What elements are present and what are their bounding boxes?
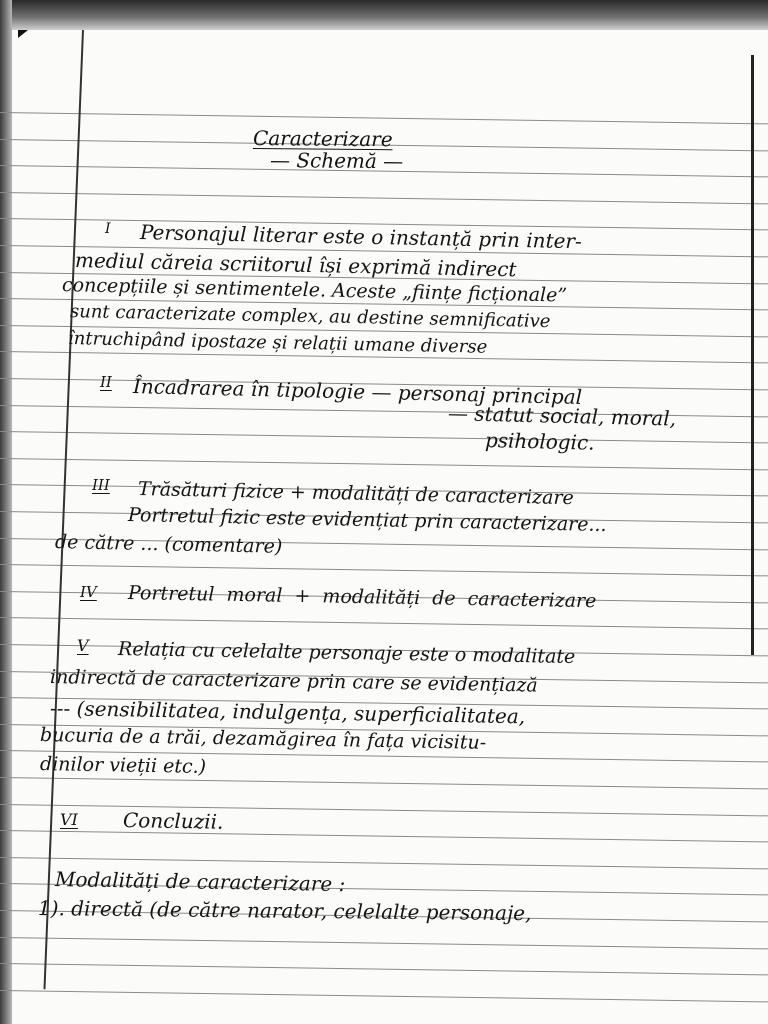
section-v-line-5: dinilor vieții etc.) bbox=[39, 753, 207, 778]
ruled-line bbox=[0, 990, 768, 1003]
ruled-line bbox=[0, 192, 768, 205]
methods-heading: Modalități de caracterizare : bbox=[54, 867, 346, 897]
methods-item-1: 1). directă (de către narator, celelalte personaje, bbox=[37, 896, 532, 926]
ruled-line bbox=[0, 112, 768, 125]
ruled-line bbox=[0, 963, 768, 976]
section-v-line-3: --- (sensibilitatea, indulgența, superficialitatea, bbox=[49, 696, 526, 729]
section-v-line-1: Relația cu celelalte personaje este o modalitate bbox=[117, 638, 576, 668]
section-iv-line-1: Portretul moral + modalități de caracterizare bbox=[127, 582, 597, 613]
section-iii-line-1: Trăsături fizice + modalități de caracterizare bbox=[137, 478, 575, 510]
section-ii-line-1: Încadrarea în tipologie — personaj principal bbox=[132, 374, 583, 409]
section-vi-line-1: Concluzii. bbox=[122, 808, 224, 834]
ruled-line bbox=[0, 777, 768, 790]
section-i-line-2: mediul căreia scriitorul își exprimă indirect bbox=[74, 248, 517, 282]
margin-line bbox=[43, 30, 84, 989]
section-v-numeral: V bbox=[77, 636, 89, 655]
section-i-line-3: concepțiile și sentimentele. Aceste „ființe ficționale” bbox=[61, 274, 568, 307]
ruled-line bbox=[0, 431, 768, 444]
ruled-line bbox=[0, 830, 768, 843]
ruled-line bbox=[0, 804, 768, 817]
ruled-line bbox=[0, 564, 768, 577]
section-vi-numeral: VI bbox=[60, 810, 78, 829]
section-iv-numeral: IV bbox=[80, 583, 97, 601]
page-right-edge bbox=[751, 55, 754, 655]
page-top-shadow bbox=[0, 0, 768, 30]
ruled-line bbox=[0, 617, 768, 630]
section-ii-numeral: II bbox=[100, 373, 112, 391]
section-iii-line-3: de către ... (comentare) bbox=[54, 531, 283, 558]
section-ii-line-3: psihologic. bbox=[484, 428, 595, 455]
page-title: Caracterizare bbox=[252, 126, 393, 152]
section-i-numeral: I bbox=[105, 221, 111, 237]
section-v-line-4: bucuria de a trăi, dezamăgirea în fața vicisitu- bbox=[39, 724, 487, 754]
section-i-line-1: Personajul literar este o instanță prin inter- bbox=[139, 220, 583, 254]
section-i-line-4: sunt caracterizate complex, au destine semnificative bbox=[69, 301, 551, 333]
section-iii-line-2: Portretul fizic este evidențiat prin caracterizare... bbox=[127, 504, 607, 537]
page-subtitle: — Schemă — bbox=[269, 148, 404, 174]
section-ii-line-2: — statut social, moral, bbox=[447, 401, 677, 431]
section-iii-numeral: III bbox=[92, 476, 110, 494]
ruled-line bbox=[0, 937, 768, 950]
ruled-line bbox=[0, 458, 768, 471]
section-i-line-5: întruchipând ipostaze și relații umane diverse bbox=[67, 328, 488, 358]
section-v-line-2: indirectă de caracterizare prin care se evidențiază bbox=[49, 666, 538, 697]
corner-mark bbox=[18, 30, 28, 38]
